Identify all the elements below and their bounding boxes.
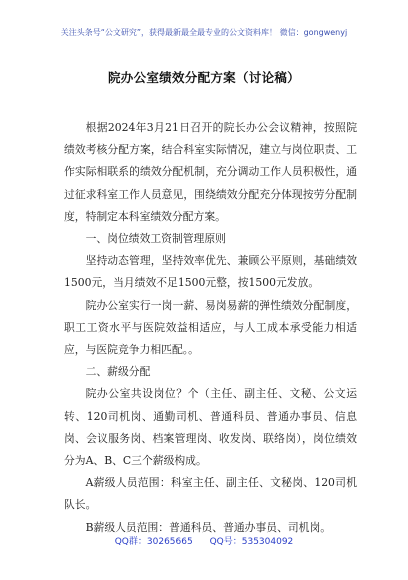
qq-group-text: QQ群：30265665: [114, 537, 193, 547]
document-body: [64, 117, 357, 539]
paragraph-dynamic-management: 坚持动态管理，坚持效率优先、兼顾公平原则，基础绩效1500元，当月绩效不足1500元整，按1500元发放。: [64, 254, 357, 290]
document-title: 院办公室绩效分配方案（讨论稿）: [107, 70, 300, 85]
paragraph-level-b: B薪级人员范围：普通科员、普通办事员、司机岗。: [85, 520, 332, 534]
paragraph-positions: 院办公室共设岗位？个（主任、副主任、文秘、公文运转、120司机岗、通勤司机、普通科员、普通办事员、信息岗、会议服务岗、档案管理岗、收发岗、联络岗），岗位绩效分为A、B、C三个薪级构成。: [64, 387, 357, 468]
paragraph-flexible-pay: 院办公室实行一岗一薪、易岗易薪的弹性绩效分配制度，职工工资水平与医院效益相适应，与人工成本承受能力相适应，与医院竞争力相匹配。。: [64, 298, 357, 357]
header-promo-note: 关注头条号“公文研究”，获得最新最全最专业的公文资料库！ 微信：gongwenyj: [60, 28, 348, 37]
section-heading-salary-levels: 二、薪级分配: [85, 365, 151, 379]
qq-number-text: QQ号：535304092: [209, 537, 294, 547]
footer-contact: [0, 534, 408, 547]
paragraph-intro: 根据2024年3月21日召开的院长办公会议精神，按照院绩效考核分配方案，结合科室实际情况，建立与岗位职责、工作实际相联系的绩效分配机制，充分调动工作人员积极性，通过征求科室工作人员意见，围绕绩效分配充分体现按劳分配制度，特制定本科室绩效分配方案。: [64, 121, 357, 223]
section-heading-principles: 一、岗位绩效工资制管理原则: [85, 232, 226, 246]
paragraph-level-a: A薪级人员范围：科室主任、副主任、文秘岗、120司机队长。: [64, 476, 357, 512]
